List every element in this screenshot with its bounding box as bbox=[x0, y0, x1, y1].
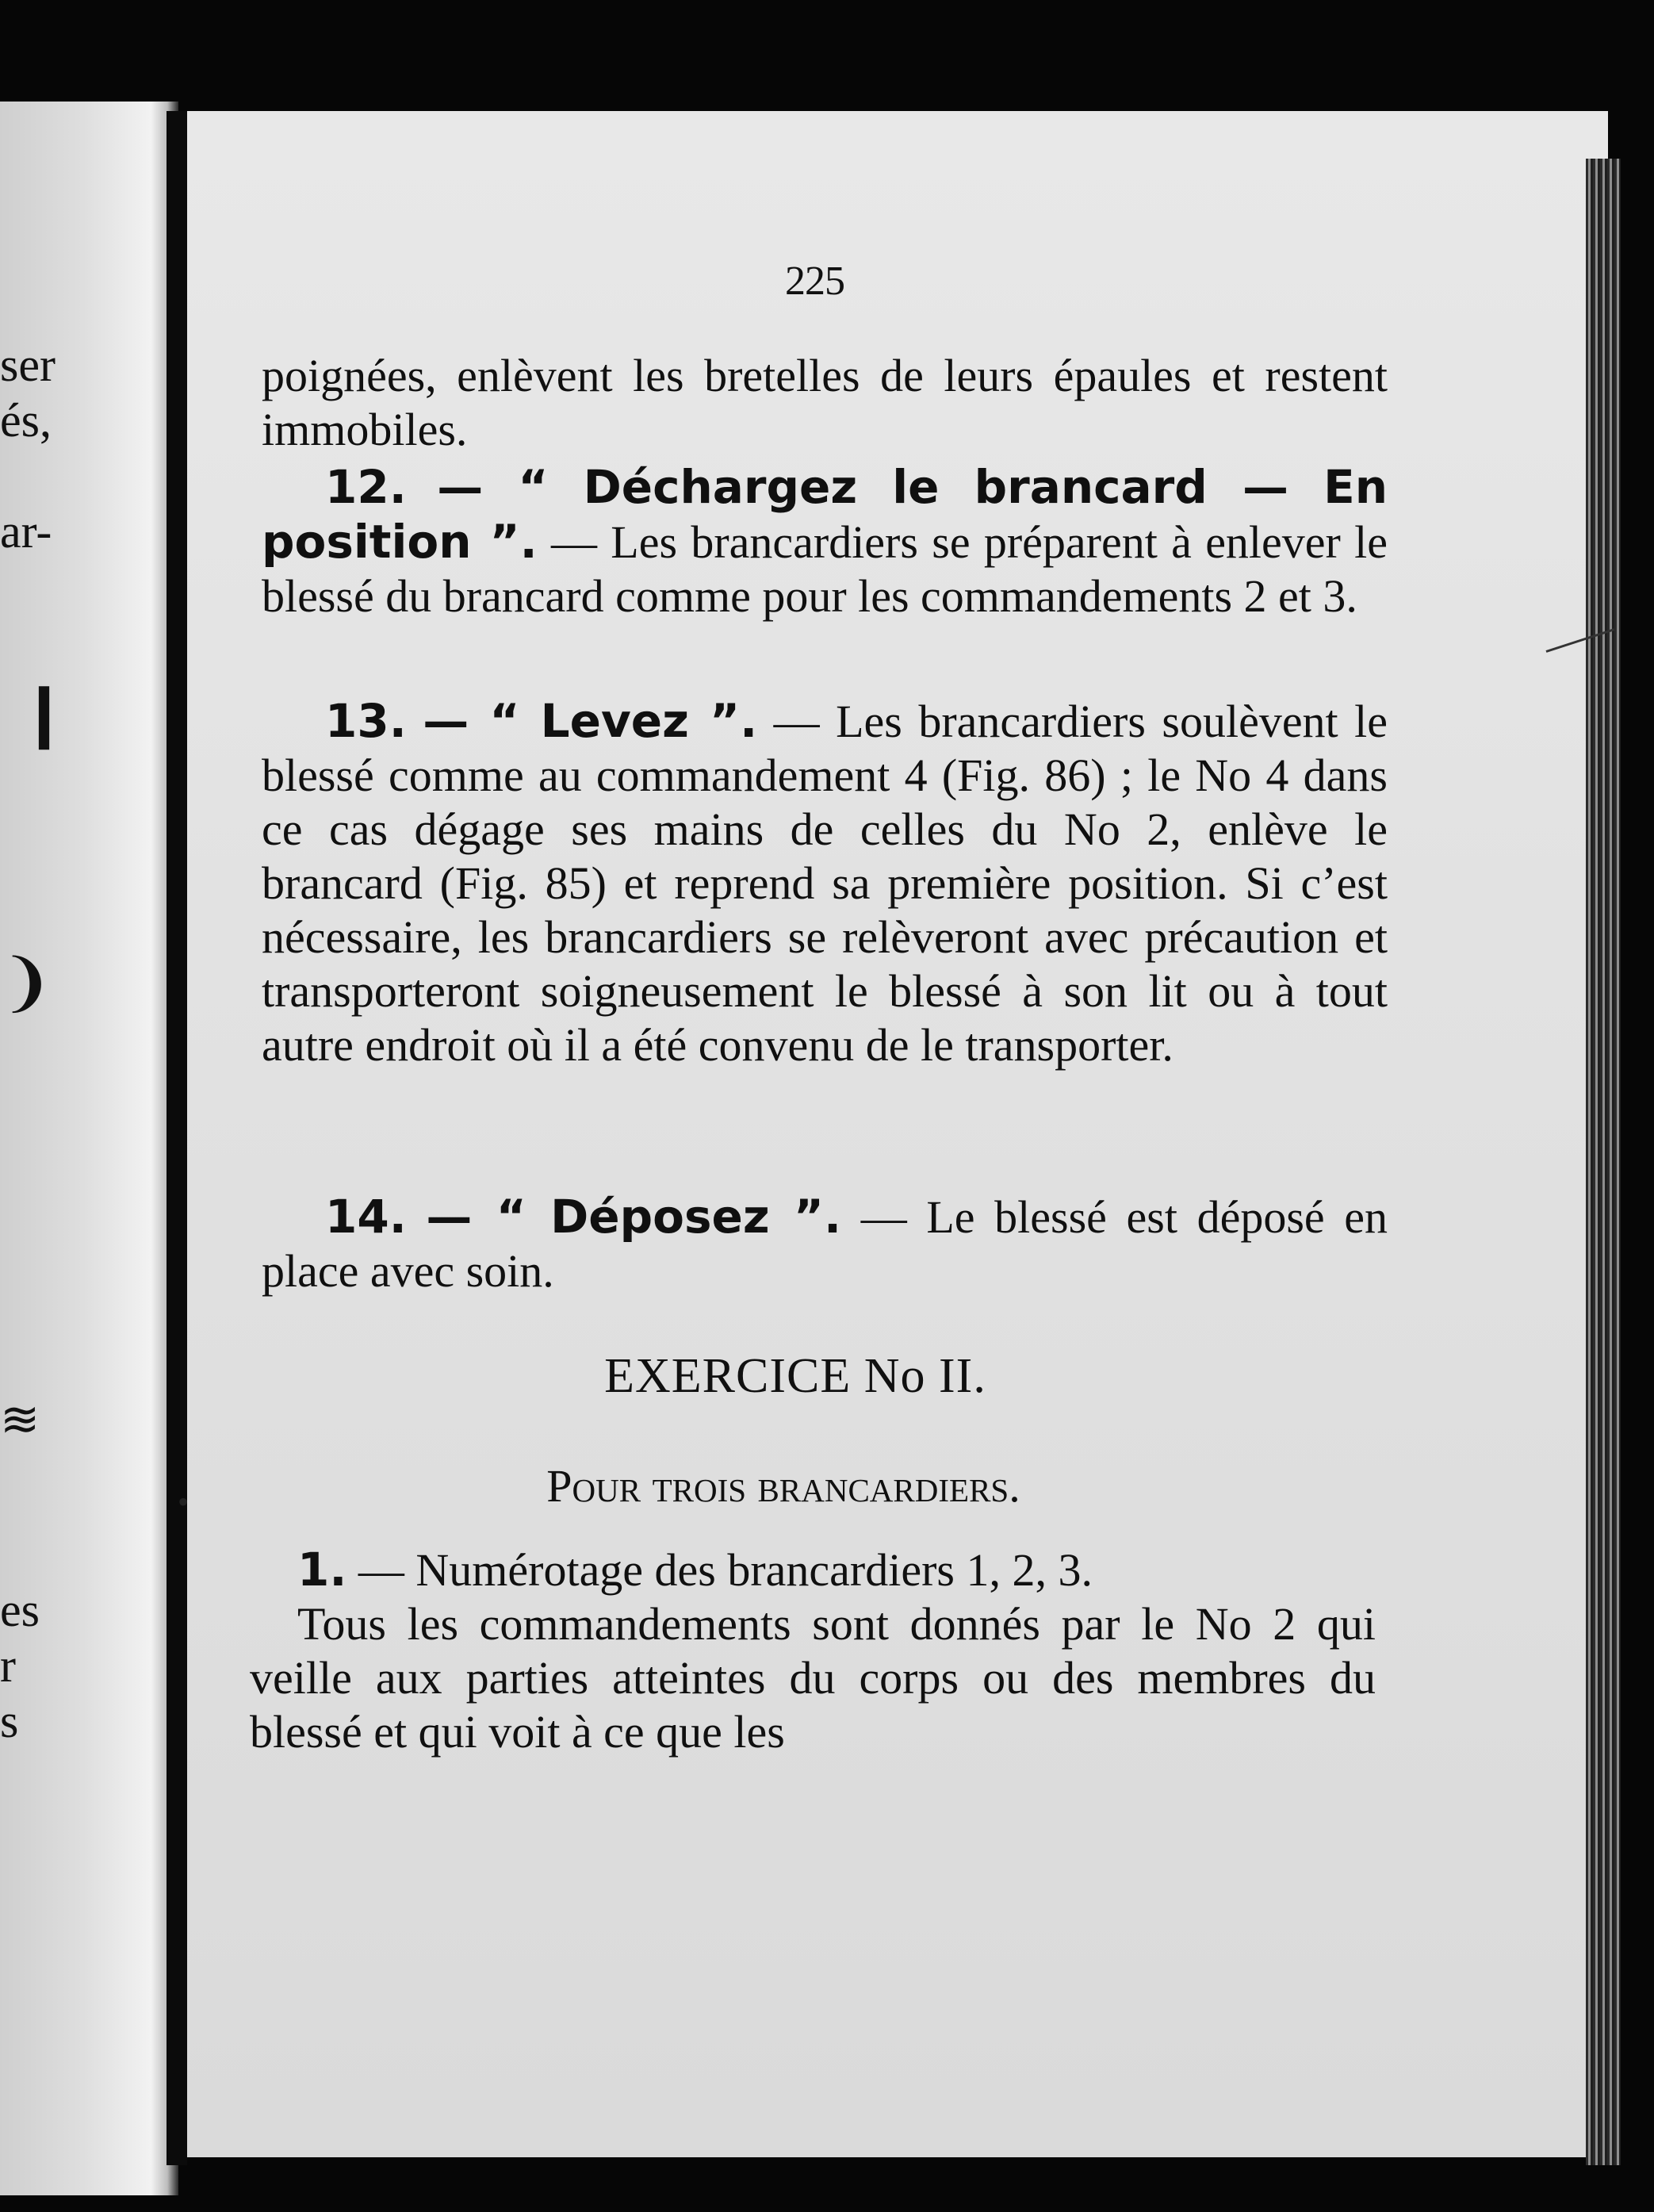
paragraph-12-text: — Les brancardiers se préparent à enlever le blessé du brancard comme pour les commandements 2 et 3. bbox=[262, 516, 1388, 622]
paragraph-0-text: poignées, enlèvent les bretelles de leurs épaules et restent immobiles. bbox=[262, 350, 1388, 455]
paragraph-14-number: 14. bbox=[325, 1190, 407, 1244]
left-page-glyph-1: ❙ bbox=[17, 679, 71, 749]
page-stack-edge bbox=[1586, 159, 1621, 2165]
left-fragment-2: és, bbox=[0, 394, 52, 447]
paragraph-continuation bbox=[262, 349, 1388, 457]
exercise-item-1 bbox=[250, 1543, 1376, 1759]
paragraph-13-text: — Les brancardiers soulèvent le blessé comme au commandement 4 (Fig. 86) ; le No 4 dans ce cas dégage ses mains de celles du No 2, enlève le brancard (Fig. 85) et reprend sa première position. Si c’est nécessaire, les brancardiers se relèveront avec précaution et transporteront soigneusement le blessé à son lit ou à tout autre endroit où il a été convenu de le transporter. bbox=[262, 696, 1388, 1071]
paragraph-14-text: — Le blessé est déposé en place avec soin. bbox=[262, 1191, 1388, 1297]
left-page-glyph-3: ≋ bbox=[0, 1394, 40, 1446]
left-page-glyph-2: ❩ bbox=[0, 949, 54, 1018]
paragraph-13-number: 13. bbox=[325, 694, 407, 748]
exercise-item-1-text: — Numérotage des brancardiers 1, 2, 3. bbox=[358, 1544, 1093, 1596]
left-fragment-3: ar- bbox=[0, 505, 52, 558]
paragraph-13-command: — “ Levez ”. bbox=[423, 694, 758, 748]
left-fragment-6: s bbox=[0, 1695, 19, 1747]
paragraph-13 bbox=[262, 694, 1388, 1072]
paragraph-12-command: — “ Déchargez le brancard — En position ”. bbox=[262, 460, 1388, 569]
page-number: 225 bbox=[785, 259, 844, 304]
left-fragment-4: es bbox=[0, 1584, 40, 1636]
exercise-title: EXERCICE No II. bbox=[604, 1349, 986, 1403]
page-binding-shadow bbox=[167, 111, 190, 2165]
paragraph-14-command: — “ Déposez ”. bbox=[426, 1190, 842, 1244]
margin-dot: • bbox=[178, 1484, 190, 1520]
paragraph-12-number: 12. bbox=[325, 460, 407, 514]
left-fragment-1: ser bbox=[0, 339, 56, 391]
paragraph-12 bbox=[262, 460, 1388, 623]
exercise-item-1-continuation: Tous les commandements sont donnés par le No 2 qui veille aux parties atteintes du corps ou des membres du blessé et qui voit à ce que les bbox=[250, 1598, 1376, 1758]
exercise-subtitle: Pour trois brancardiers. bbox=[546, 1460, 1020, 1512]
left-fragment-5: r bbox=[0, 1639, 16, 1692]
paragraph-14 bbox=[262, 1190, 1388, 1298]
exercise-item-1-number: 1. bbox=[297, 1543, 347, 1597]
